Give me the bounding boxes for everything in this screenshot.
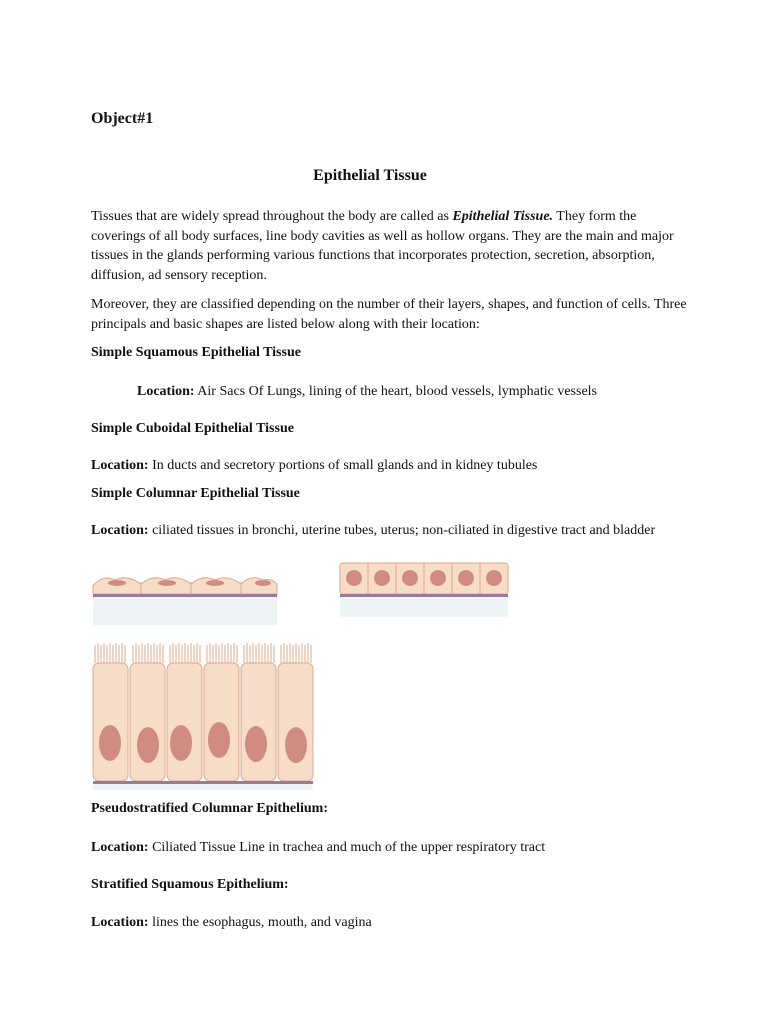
section-heading-columnar: Simple Columnar Epithelial Tissue xyxy=(91,486,300,501)
section-heading-cuboidal: Simple Cuboidal Epithelial Tissue xyxy=(91,421,294,436)
section-heading-stratified-squamous: Stratified Squamous Epithelium: xyxy=(91,877,289,892)
location-columnar: Location: ciliated tissues in bronchi, uterine tubes, uterus; non-ciliated in digestive tract and bladder xyxy=(91,523,656,538)
columnar-illustration xyxy=(91,643,315,790)
intro-emphasis: Epithelial Tissue. xyxy=(452,209,554,224)
cuboidal-illustration xyxy=(338,561,510,619)
page-title: Epithelial Tissue xyxy=(313,167,427,184)
location-squamous: Location: Air Sacs Of Lungs, lining of the heart, blood vessels, lymphatic vessels xyxy=(137,384,598,399)
location-cuboidal: Location: In ducts and secretory portions of small glands and in kidney tubules xyxy=(91,458,538,473)
intro-paragraph: Tissues that are widely spread throughout the body are called as Epithelial Tissue. They form the coverings of all body surfaces, line body cavities as well as hollow organs. They are the main and major tissues in the glands performing various functions that incorporates protection, secretion, absorption, diffusion, ad sensory reception. xyxy=(91,209,674,283)
section-heading-pseudostratified: Pseudostratified Columnar Epithelium: xyxy=(91,801,328,816)
object-label: Object#1 xyxy=(91,110,154,127)
classification-paragraph: Moreover, they are classified depending on the number of their layers, shapes, and function of cells. Three principals and basic shapes are listed below along with their location: xyxy=(91,297,687,332)
location-stratified-squamous: Location: lines the esophagus, mouth, and vagina xyxy=(91,915,372,930)
squamous-illustration xyxy=(91,570,279,626)
section-heading-squamous: Simple Squamous Epithelial Tissue xyxy=(91,345,301,360)
location-pseudostratified: Location: Ciliated Tissue Line in trachea and much of the upper respiratory tract xyxy=(91,840,546,855)
